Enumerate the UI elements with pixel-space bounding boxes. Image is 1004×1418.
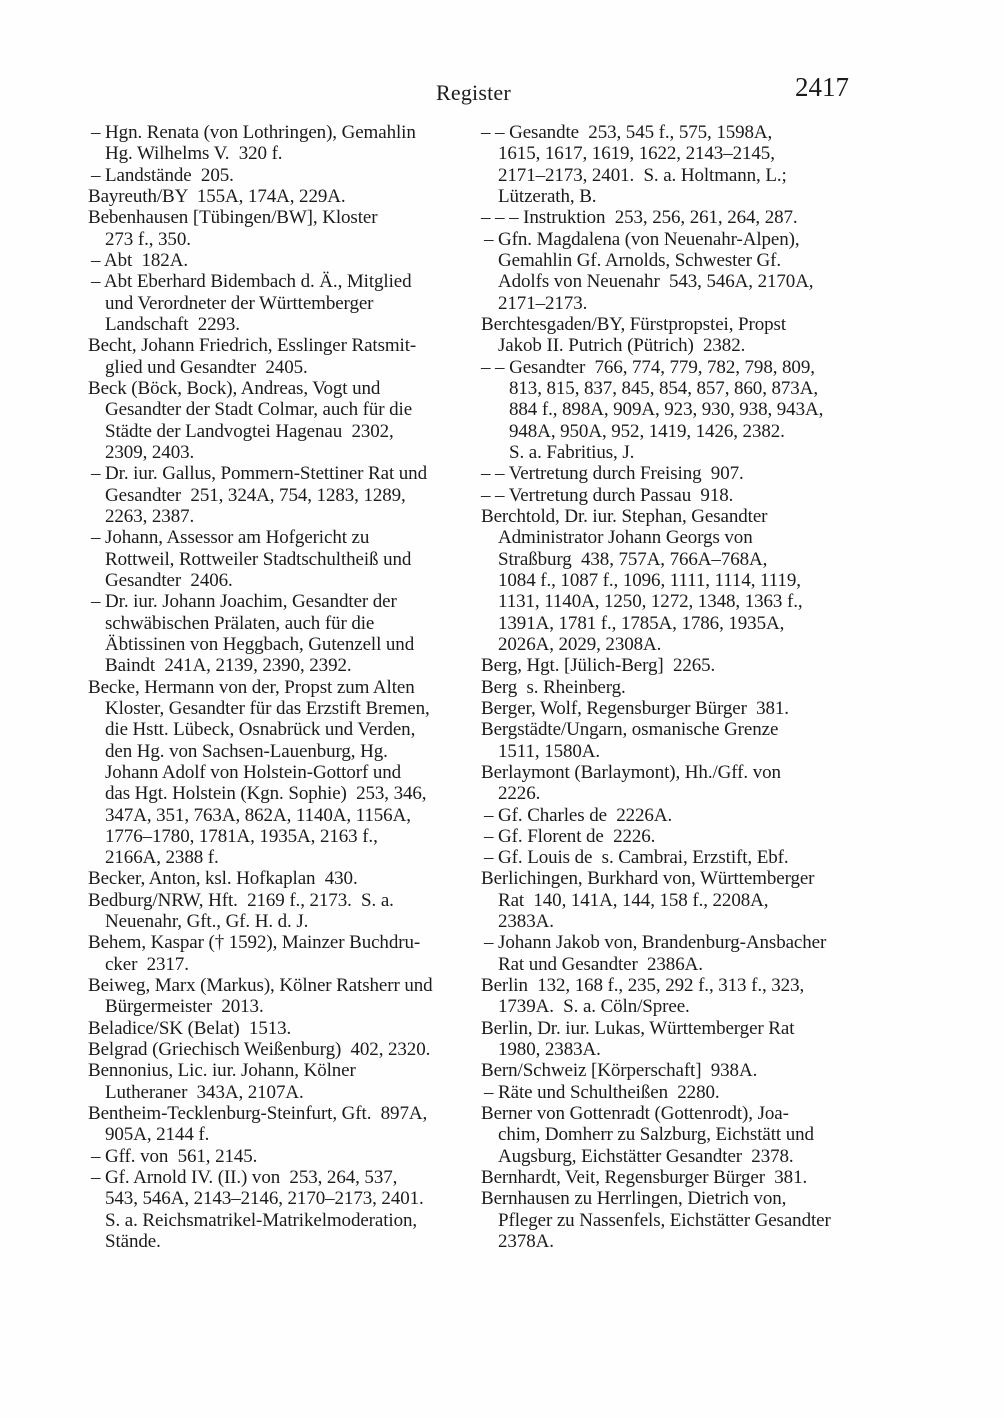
index-line: Becht, Johann Friedrich, Esslinger Ratsmit-	[88, 335, 417, 357]
page-number: 2417	[795, 72, 849, 102]
index-line: Äbtissinen von Heggbach, Gutenzell und	[105, 633, 415, 655]
index-line: 1084 f., 1087 f., 1096, 1111, 1114, 1119,	[498, 569, 801, 591]
index-line: 884 f., 898A, 909A, 923, 930, 938, 943A,	[509, 399, 824, 421]
index-line: Berchtold, Dr. iur. Stephan, Gesandter	[481, 505, 768, 527]
index-column-right	[481, 122, 891, 1252]
index-line: Kloster, Gesandter für das Erzstift Bremen,	[105, 697, 430, 719]
index-line: Berlichingen, Burkhard von, Württemberger	[481, 868, 815, 890]
index-line: Adolfs von Neuenahr 543, 546A, 2170A,	[498, 271, 814, 293]
index-line: Bernhausen zu Herrlingen, Dietrich von,	[481, 1188, 787, 1210]
index-line: – Landstände 205.	[91, 164, 234, 186]
index-line: S. a. Reichsmatrikel-Matrikelmoderation,	[105, 1209, 418, 1231]
index-line: – Gfn. Magdalena (von Neuenahr-Alpen),	[484, 228, 800, 250]
index-line: – Johann Jakob von, Brandenburg-Ansbacher	[484, 932, 827, 954]
index-line: Straßburg 438, 757A, 766A–768A,	[498, 548, 768, 570]
index-line: 948A, 950A, 952, 1419, 1426, 2382.	[509, 420, 785, 442]
index-line: Lutheraner 343A, 2107A.	[105, 1081, 304, 1103]
index-line: 1739A. S. a. Cöln/Spree.	[498, 996, 690, 1018]
index-line: Berlin, Dr. iur. Lukas, Württemberger Rat	[481, 1017, 795, 1039]
index-line: Bergstädte/Ungarn, osmanische Grenze	[481, 719, 779, 741]
index-line: schwäbischen Prälaten, auch für die	[105, 612, 375, 634]
index-line: S. a. Fabritius, J.	[509, 441, 635, 463]
index-line: glied und Gesandter 2405.	[105, 356, 308, 378]
index-line: Neuenahr, Gft., Gf. H. d. J.	[105, 911, 309, 933]
index-line: – – – Instruktion 253, 256, 261, 264, 287.	[481, 207, 798, 229]
index-line: 1615, 1617, 1619, 1622, 2143–2145,	[498, 143, 775, 165]
index-line: Bennonius, Lic. iur. Johann, Kölner	[88, 1060, 356, 1082]
index-line: 1511, 1580A.	[498, 740, 601, 762]
index-line: 2383A.	[498, 911, 554, 933]
index-line: Becke, Hermann von der, Propst zum Alten	[88, 676, 415, 698]
index-line: cker 2317.	[105, 953, 189, 975]
index-line: Bernhardt, Veit, Regensburger Bürger 381.	[481, 1167, 808, 1189]
index-line: Stände.	[105, 1231, 161, 1253]
index-column-left	[88, 122, 470, 1252]
index-line: Rottweil, Rottweiler Stadtschultheiß und	[105, 548, 412, 570]
index-line: Landschaft 2293.	[105, 313, 240, 335]
index-line: 2171–2173, 2401. S. a. Holtmann, L.;	[498, 164, 787, 186]
index-line: 2026A, 2029, 2308A.	[498, 633, 662, 655]
index-line: 2166A, 2388 f.	[105, 847, 219, 869]
index-line: chim, Domherr zu Salzburg, Eichstätt und	[498, 1124, 814, 1146]
index-line: Rat und Gesandter 2386A.	[498, 953, 703, 975]
index-line: – Gf. Louis de s. Cambrai, Erzstift, Ebf.	[484, 847, 789, 869]
index-line: 2171–2173.	[498, 292, 588, 314]
index-line: 543, 546A, 2143–2146, 2170–2173, 2401.	[105, 1188, 424, 1210]
index-line: Hg. Wilhelms V. 320 f.	[105, 143, 283, 165]
index-line: Bedburg/NRW, Hft. 2169 f., 2173. S. a.	[88, 889, 394, 911]
index-line: 1391A, 1781 f., 1785A, 1786, 1935A,	[498, 612, 785, 634]
index-line: – Gf. Charles de 2226A.	[484, 804, 673, 826]
index-line: und Verordneter der Württemberger	[105, 292, 374, 314]
index-line: Berchtesgaden/BY, Fürstpropstei, Propst	[481, 313, 787, 335]
index-line: Berlin 132, 168 f., 235, 292 f., 313 f., 323,	[481, 975, 805, 997]
index-line: 2378A.	[498, 1231, 554, 1253]
index-line: – Gf. Florent de 2226.	[484, 825, 656, 847]
index-line: Becker, Anton, ksl. Hofkaplan 430.	[88, 868, 358, 890]
index-line: das Hgt. Holstein (Kgn. Sophie) 253, 346,	[105, 783, 427, 805]
index-line: – Gff. von 561, 2145.	[91, 1145, 258, 1167]
index-line: Administrator Johann Georgs von	[498, 527, 753, 549]
index-line: – – Gesandter 766, 774, 779, 782, 798, 809,	[481, 356, 815, 378]
index-line: Berner von Gottenradt (Gottenrodt), Joa-	[481, 1103, 789, 1125]
index-line: – Abt Eberhard Bidembach d. Ä., Mitglied	[91, 271, 412, 293]
index-line: 347A, 351, 763A, 862A, 1140A, 1156A,	[105, 804, 411, 826]
index-line: – – Vertretung durch Passau 918.	[481, 484, 734, 506]
index-line: 2226.	[498, 783, 541, 805]
index-line: Johann Adolf von Holstein-Gottorf und	[105, 761, 402, 783]
index-line: Bern/Schweiz [Körperschaft] 938A.	[481, 1060, 758, 1082]
index-line: 813, 815, 837, 845, 854, 857, 860, 873A,	[509, 377, 818, 399]
index-line: Berlaymont (Barlaymont), Hh./Gff. von	[481, 761, 781, 783]
index-line: – Johann, Assessor am Hofgericht zu	[91, 527, 370, 549]
index-line: den Hg. von Sachsen-Lauenburg, Hg.	[105, 740, 388, 762]
index-line: Berger, Wolf, Regensburger Bürger 381.	[481, 697, 789, 719]
index-line: Belgrad (Griechisch Weißenburg) 402, 2320.	[88, 1039, 431, 1061]
index-line: 1776–1780, 1781A, 1935A, 2163 f.,	[105, 825, 378, 847]
index-line: Städte der Landvogtei Hagenau 2302,	[105, 420, 394, 442]
index-line: Bebenhausen [Tübingen/BW], Kloster	[88, 207, 378, 229]
index-line: Beck (Böck, Bock), Andreas, Vogt und	[88, 377, 381, 399]
index-line: – Dr. iur. Johann Joachim, Gesandter der	[91, 591, 397, 613]
index-line: – Räte und Schultheißen 2280.	[484, 1081, 720, 1103]
index-line: Gesandter 251, 324A, 754, 1283, 1289,	[105, 484, 406, 506]
running-title: Register	[436, 80, 511, 105]
index-line: Bürgermeister 2013.	[105, 996, 264, 1018]
index-line: Lützerath, B.	[498, 185, 597, 207]
index-line: Baindt 241A, 2139, 2390, 2392.	[105, 655, 352, 677]
index-line: 273 f., 350.	[105, 228, 191, 250]
index-line: Beladice/SK (Belat) 1513.	[88, 1017, 292, 1039]
index-line: Rat 140, 141A, 144, 158 f., 2208A,	[498, 889, 769, 911]
index-line: – – Vertretung durch Freising 907.	[481, 463, 744, 485]
index-line: 1131, 1140A, 1250, 1272, 1348, 1363 f.,	[498, 591, 803, 613]
index-line: Bentheim-Tecklenburg-Steinfurt, Gft. 897A,	[88, 1103, 428, 1125]
index-line: 905A, 2144 f.	[105, 1124, 210, 1146]
index-line: Pfleger zu Nassenfels, Eichstätter Gesandter	[498, 1209, 831, 1231]
index-line: – Gf. Arnold IV. (II.) von 253, 264, 537,	[91, 1167, 398, 1189]
index-line: – Dr. iur. Gallus, Pommern-Stettiner Rat und	[91, 463, 427, 485]
index-line: Behem, Kaspar († 1592), Mainzer Buchdru-	[88, 932, 421, 954]
index-line: Berg, Hgt. [Jülich-Berg] 2265.	[481, 655, 716, 677]
index-line: 1980, 2383A.	[498, 1039, 601, 1061]
index-line: Gemahlin Gf. Arnolds, Schwester Gf.	[498, 249, 782, 271]
index-line: Augsburg, Eichstätter Gesandter 2378.	[498, 1145, 794, 1167]
index-line: 2263, 2387.	[105, 505, 195, 527]
index-line: Gesandter der Stadt Colmar, auch für die	[105, 399, 413, 421]
index-line: Bayreuth/BY 155A, 174A, 229A.	[88, 185, 346, 207]
index-line: – – Gesandte 253, 545 f., 575, 1598A,	[481, 122, 773, 143]
index-line: Berg s. Rheinberg.	[481, 676, 626, 698]
index-line: Beiweg, Marx (Markus), Kölner Ratsherr und	[88, 975, 433, 997]
index-line: – Abt 182A.	[91, 249, 188, 271]
index-line: 2309, 2403.	[105, 441, 195, 463]
index-line: Gesandter 2406.	[105, 569, 233, 591]
index-line: die Hstt. Lübeck, Osnabrück und Verden,	[105, 719, 416, 741]
index-line: Jakob II. Putrich (Pütrich) 2382.	[498, 335, 746, 357]
index-line: – Hgn. Renata (von Lothringen), Gemahlin	[91, 122, 416, 143]
